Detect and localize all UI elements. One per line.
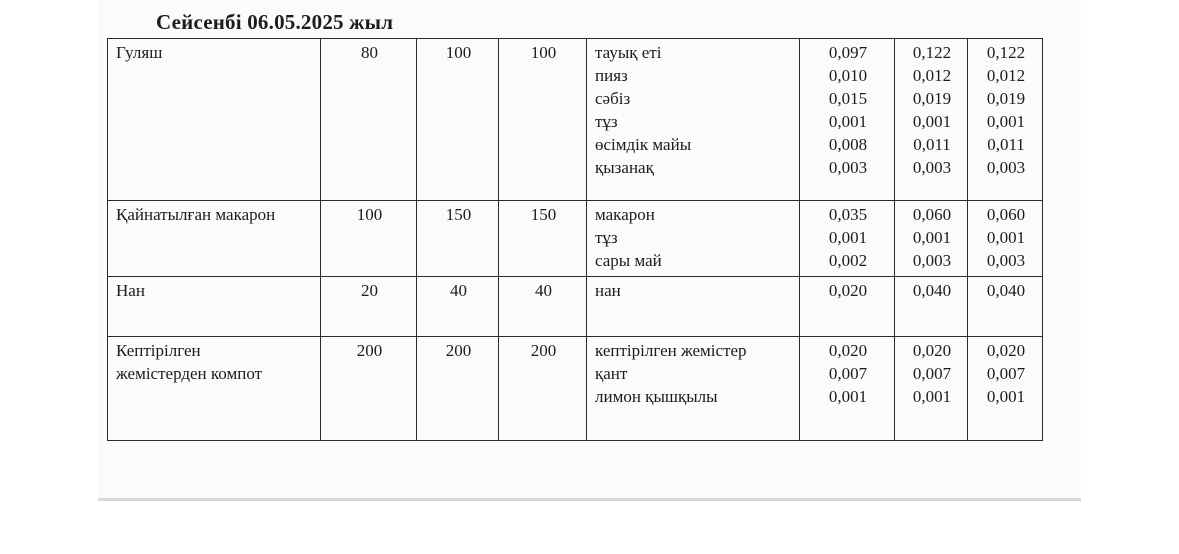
amount-cell-1-line: 0,008: [828, 135, 868, 154]
amount-cell-1-line: 0,001: [828, 228, 868, 247]
portion-cell-1-line: 100: [356, 205, 383, 224]
portion-cell-1: [321, 277, 417, 337]
amount-cell-3-line: 0,040: [986, 281, 1026, 300]
amount-cell-2-line: 0,001: [912, 228, 952, 247]
amount-cell-2-line: 0,020: [912, 341, 952, 360]
amount-cell-1-line: 0,007: [828, 364, 868, 383]
amount-cell-2-line: 0,122: [912, 43, 952, 62]
amount-cell-2-line: 0,003: [912, 158, 952, 177]
ingredients-cell-line: өсімдік майы: [595, 135, 692, 154]
portion-cell-3-line: 100: [530, 43, 557, 62]
dish-name-cell: [108, 277, 321, 337]
amount-cell-1-line: 0,001: [828, 112, 868, 131]
portion-cell-2: [417, 337, 499, 441]
dish-name-cell-line: Қайнатылған макарон: [116, 205, 276, 224]
amount-cell-2-line: 0,001: [912, 112, 952, 131]
amount-cell-3: [968, 337, 1043, 441]
amount-cell-3-line: 0,122: [986, 43, 1026, 62]
amount-cell-3-line: 0,001: [986, 387, 1026, 406]
ingredients-cell-line: лимон қышқылы: [595, 387, 718, 406]
portion-cell-2-line: 40: [450, 281, 467, 300]
amount-cell-1-line: 0,035: [828, 205, 868, 224]
menu-table-body: [108, 39, 1043, 441]
dish-name-cell-line: Нан: [116, 281, 145, 300]
portion-cell-2: [417, 201, 499, 277]
portion-cell-3-line: 200: [530, 341, 557, 360]
amount-cell-2: [895, 201, 968, 277]
amount-cell-3: [968, 39, 1043, 201]
amount-cell-3-line: 0,020: [986, 341, 1026, 360]
amount-cell-1-line: 0,015: [828, 89, 868, 108]
amount-cell-1: [800, 201, 895, 277]
amount-cell-2-line: 0,012: [912, 66, 952, 85]
ingredients-cell-line: қызанақ: [595, 158, 654, 177]
amount-cell-3: [968, 277, 1043, 337]
amount-cell-2-line: 0,007: [912, 364, 952, 383]
amount-cell-3-line: 0,019: [986, 89, 1026, 108]
amount-cell-2-line: 0,011: [913, 135, 951, 154]
amount-cell-3-line: 0,011: [987, 135, 1025, 154]
amount-cell-3: [968, 201, 1043, 277]
dish-name-cell: [108, 201, 321, 277]
ingredients-cell-line: сәбіз: [595, 89, 631, 108]
table-row: [108, 277, 1043, 337]
amount-cell-1: [800, 337, 895, 441]
amount-cell-2-line: 0,040: [912, 281, 952, 300]
portion-cell-1-line: 80: [361, 43, 378, 62]
amount-cell-1-line: 0,010: [828, 66, 868, 85]
portion-cell-2-line: 150: [445, 205, 472, 224]
portion-cell-3: [499, 337, 587, 441]
portion-cell-1-line: 200: [356, 341, 383, 360]
portion-cell-3: [499, 201, 587, 277]
ingredients-cell: [587, 201, 800, 277]
ingredients-cell-line: макарон: [595, 205, 655, 224]
dish-name-cell: [108, 39, 321, 201]
amount-cell-1-line: 0,003: [828, 158, 868, 177]
amount-cell-2-line: 0,003: [912, 251, 952, 270]
portion-cell-3: [499, 39, 587, 201]
portion-cell-2: [417, 39, 499, 201]
amount-cell-1-line: 0,020: [828, 281, 868, 300]
ingredients-cell-line: тұз: [595, 112, 618, 131]
ingredients-cell: [587, 277, 800, 337]
dish-name-cell-line: Гуляш: [116, 43, 163, 62]
page-title: Сейсенбі 06.05.2025 жыл: [156, 10, 394, 34]
amount-cell-2: [895, 337, 968, 441]
portion-cell-3: [499, 277, 587, 337]
ingredients-cell-line: нан: [595, 281, 621, 300]
portion-cell-1-line: 20: [361, 281, 378, 300]
amount-cell-2-line: 0,060: [912, 205, 952, 224]
amount-cell-1-line: 0,097: [828, 43, 868, 62]
amount-cell-3-line: 0,003: [986, 251, 1026, 270]
amount-cell-2-line: 0,019: [912, 89, 952, 108]
amount-cell-3-line: 0,012: [986, 66, 1026, 85]
amount-cell-2: [895, 277, 968, 337]
menu-table: [107, 38, 1043, 441]
amount-cell-2: [895, 39, 968, 201]
ingredients-cell-line: тауық еті: [595, 43, 662, 62]
portion-cell-3-line: 150: [530, 205, 557, 224]
ingredients-cell-line: тұз: [595, 228, 618, 247]
amount-cell-3-line: 0,007: [986, 364, 1026, 383]
ingredients-cell-line: қант: [595, 364, 628, 383]
table-row: [108, 201, 1043, 277]
amount-cell-3-line: 0,001: [986, 112, 1026, 131]
dish-name-cell-line: жемістерден компот: [116, 364, 263, 383]
portion-cell-1: [321, 39, 417, 201]
table-row: [108, 39, 1043, 201]
portion-cell-2-line: 200: [445, 341, 472, 360]
portion-cell-1: [321, 337, 417, 441]
portion-cell-1: [321, 201, 417, 277]
portion-cell-2: [417, 277, 499, 337]
amount-cell-2-line: 0,001: [912, 387, 952, 406]
amount-cell-1-line: 0,020: [828, 341, 868, 360]
amount-cell-3-line: 0,001: [986, 228, 1026, 247]
ingredients-cell: [587, 39, 800, 201]
ingredients-cell-line: пияз: [595, 66, 628, 85]
amount-cell-1: [800, 277, 895, 337]
ingredients-cell: [587, 337, 800, 441]
ingredients-cell-line: сары май: [595, 251, 662, 270]
dish-name-cell-line: Кептірілген: [116, 341, 201, 360]
amount-cell-1: [800, 39, 895, 201]
table-row: [108, 337, 1043, 441]
portion-cell-3-line: 40: [535, 281, 552, 300]
ingredients-cell-line: кептірілген жемістер: [595, 341, 747, 360]
amount-cell-1-line: 0,002: [828, 251, 868, 270]
amount-cell-3-line: 0,060: [986, 205, 1026, 224]
dish-name-cell: [108, 337, 321, 441]
portion-cell-2-line: 100: [445, 43, 472, 62]
amount-cell-1-line: 0,001: [828, 387, 868, 406]
amount-cell-3-line: 0,003: [986, 158, 1026, 177]
